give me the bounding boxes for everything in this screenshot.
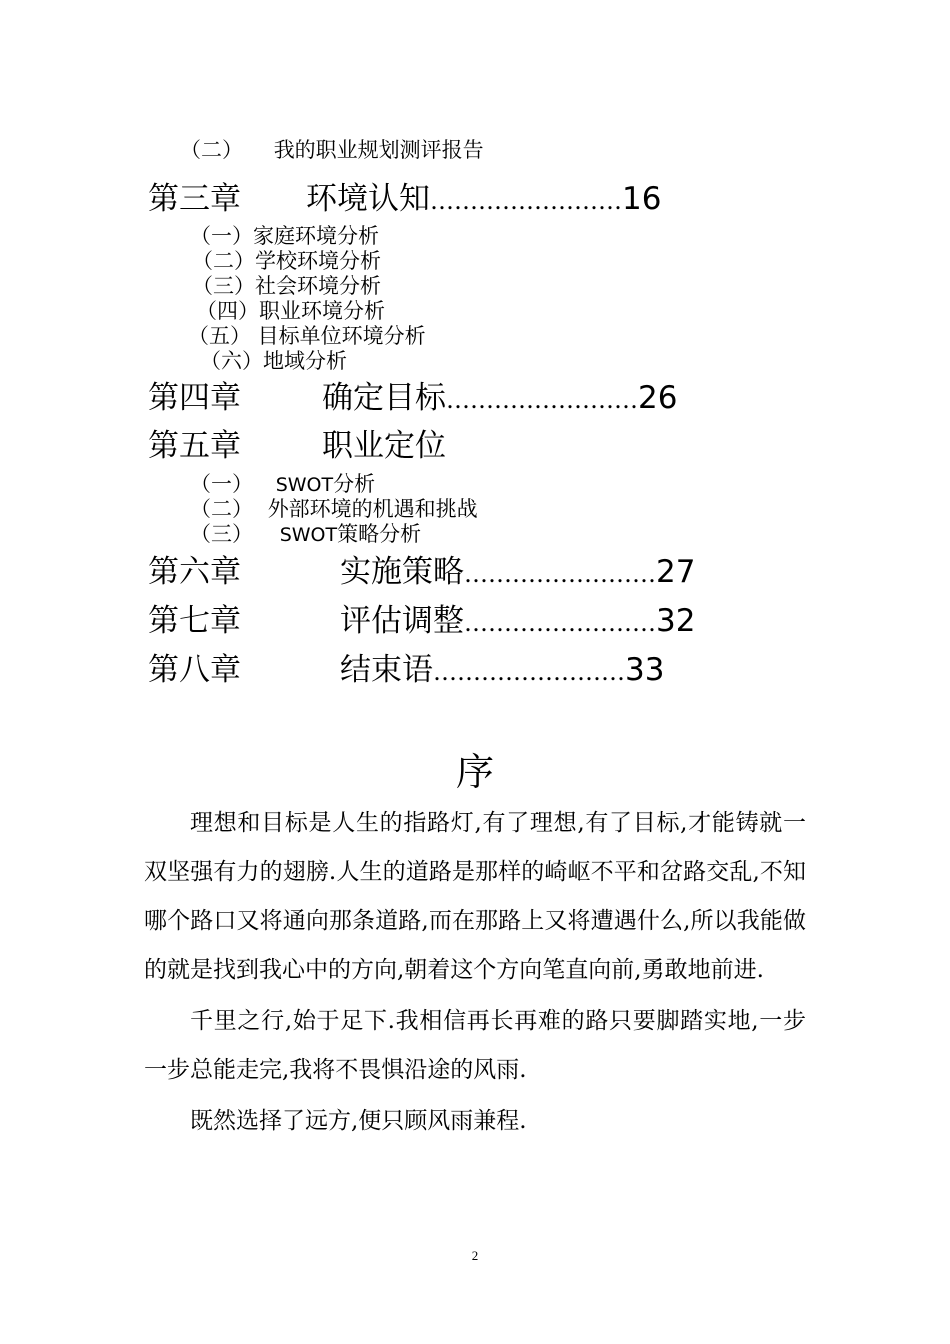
toc-sub-item	[190, 522, 421, 547]
toc-page-number: 32	[656, 603, 696, 639]
toc-sub-item: （六）地域分析	[200, 349, 347, 373]
toc-chapter-title: 评估调整	[340, 603, 464, 639]
toc-sub-number: （二）	[180, 138, 243, 162]
toc-leader-dots: ……………………	[433, 658, 625, 686]
preface-paragraph: 千里之行,始于足下.我相信再长再难的路只要脚踏实地,一步一步总能走完,我将不畏惧沿途的风雨.	[144, 1008, 806, 1083]
toc-chapter-3-number: 第三章	[148, 181, 241, 217]
toc-leader-dots: ……………………	[446, 386, 638, 414]
toc-chapter-title: 确定目标	[322, 380, 446, 416]
toc-chapter-title: 实施策略	[340, 554, 464, 590]
toc-sub-label: 我的职业规划测评报告	[273, 138, 484, 162]
toc-sub-number: （一）	[190, 472, 253, 496]
toc-sub-item: （三）社会环境分析	[192, 274, 381, 298]
toc-page-number: 26	[638, 380, 678, 416]
toc-page-number: 27	[656, 554, 696, 590]
toc-chapter-title: 环境认知	[306, 181, 430, 217]
toc-chapter-6-entry	[340, 553, 695, 593]
toc-sub-item	[180, 138, 484, 162]
toc-chapter-7-number: 第七章	[148, 603, 241, 639]
toc-sub-label: 外部环境的机遇和挑战	[267, 497, 478, 521]
toc-chapter-title: 结束语	[340, 652, 433, 688]
preface-paragraph: 理想和目标是人生的指路灯,有了理想,有了目标,才能铸就一双坚强有力的翅膀.人生的道路是那样的崎岖不平和岔路交乱,不知哪个路口又将通向那条道路,而在那路上又将遭遇什么,所以我能做的就是找到我心中的方向,朝着这个方向笔直向前,勇敢地前进.	[144, 810, 806, 983]
toc-chapter-4-number: 第四章	[148, 380, 241, 416]
preface-title: 序	[455, 750, 494, 794]
preface-paragraph: 既然选择了远方,便只顾风雨兼程.	[190, 1108, 527, 1134]
toc-leader-dots: ……………………	[430, 187, 622, 215]
toc-sub-item: （二）学校环境分析	[192, 249, 381, 273]
toc-leader-dots: ……………………	[464, 609, 656, 637]
toc-sub-number: （三）	[190, 522, 253, 546]
toc-sub-item	[190, 497, 478, 521]
toc-sub-item: （一）家庭环境分析	[190, 224, 379, 248]
toc-sub-item: （四）职业环境分析	[196, 299, 385, 323]
toc-chapter-3-entry	[306, 180, 661, 220]
toc-sub-latin: SWOT	[279, 524, 338, 546]
toc-sub-number: （二）	[190, 497, 253, 521]
toc-chapter-4-entry	[322, 379, 677, 419]
toc-sub-latin: SWOT	[275, 474, 334, 496]
toc-chapter-6-number: 第六章	[148, 554, 241, 590]
toc-chapter-5-number: 第五章	[148, 428, 241, 464]
toc-chapter-8-entry	[340, 651, 664, 691]
page-number: 2	[471, 1248, 479, 1263]
preface-body	[144, 799, 806, 1146]
toc-chapter-7-entry	[340, 602, 695, 642]
toc-chapter-5-title: 职业定位	[322, 428, 446, 464]
toc-page-number: 16	[622, 181, 662, 217]
toc-sub-item: （五） 目标单位环境分析	[188, 324, 426, 348]
toc-sub-item	[190, 472, 375, 497]
toc-leader-dots: ……………………	[464, 560, 656, 588]
toc-sub-label: 策略分析	[337, 522, 422, 546]
toc-sub-label: 分析	[333, 472, 376, 496]
toc-chapter-8-number: 第八章	[148, 652, 241, 688]
toc-page-number: 33	[625, 652, 665, 688]
